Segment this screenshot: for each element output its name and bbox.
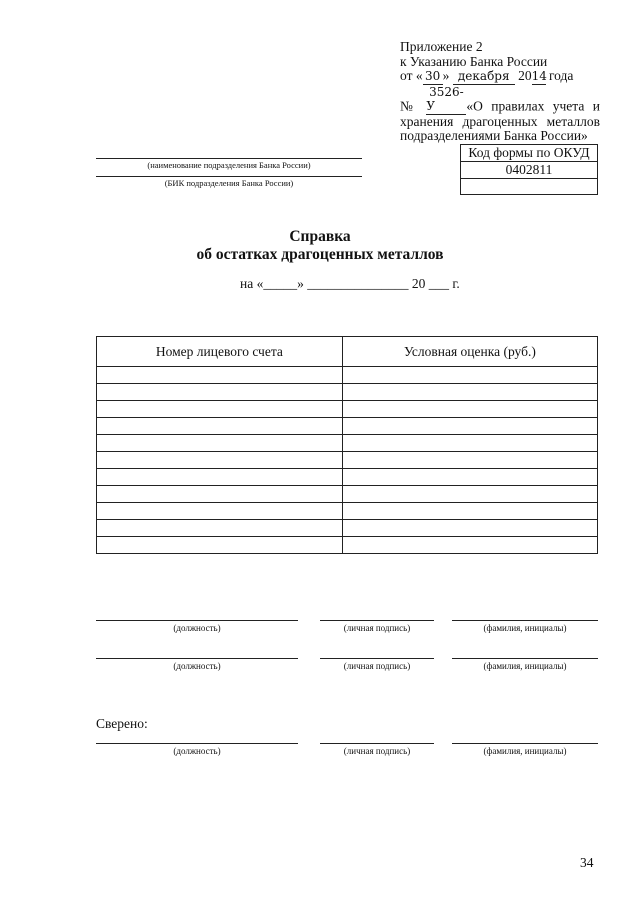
- valuation-cell: [342, 367, 597, 384]
- signature-row1-sign-line: [320, 620, 434, 621]
- signature-row2-name-caption: (фамилия, инициалы): [483, 661, 567, 671]
- signature-row3-name-line: [452, 743, 598, 744]
- document-subtitle: об остатках драгоценных металлов: [196, 246, 444, 263]
- account-number-cell: [97, 520, 343, 537]
- account-number-cell: [97, 452, 343, 469]
- date-line: на «_____» _______________ 20 ___ г.: [240, 276, 460, 291]
- account-number-cell: [97, 384, 343, 401]
- table-row: [97, 384, 598, 401]
- appendix-line2: к Указанию Банка России: [400, 53, 548, 69]
- table-row: [97, 469, 598, 486]
- appendix-number-line: № 3526-У «О правилах учета и: [400, 84, 601, 113]
- bik-line: [96, 176, 362, 177]
- appendix-line5: хранения драгоценных металлов: [400, 113, 600, 129]
- table-row: [97, 520, 598, 537]
- bik-caption: (БИК подразделения Банка России): [164, 178, 294, 188]
- signature-row3-position-caption: (должность): [173, 746, 221, 756]
- valuation-cell: [342, 520, 597, 537]
- signature-row1-sign-caption: (личная подпись): [343, 623, 411, 633]
- valuation-cell: [342, 486, 597, 503]
- table-row: [97, 418, 598, 435]
- signature-row1-position-line: [96, 620, 298, 621]
- okud-empty-cell: [461, 179, 597, 194]
- account-number-cell: [97, 537, 343, 554]
- signature-row2-sign-line: [320, 658, 434, 659]
- signature-row2-position-line: [96, 658, 298, 659]
- okud-box: [460, 144, 598, 195]
- appendix-date-line: от « 30 » декабря 2014 года: [400, 68, 574, 83]
- valuation-cell: [342, 401, 597, 418]
- appendix-line1: Приложение 2: [400, 39, 483, 54]
- page-number: 34: [580, 855, 594, 870]
- account-number-cell: [97, 418, 343, 435]
- valuation-cell: [342, 537, 597, 554]
- valuation-cell: [342, 418, 597, 435]
- okud-code: 0402811: [461, 162, 597, 179]
- table-row: [97, 503, 598, 520]
- balances-table: [96, 336, 598, 554]
- account-number-cell: [97, 486, 343, 503]
- signature-row1-name-line: [452, 620, 598, 621]
- signature-row2-name-line: [452, 658, 598, 659]
- table-row: [97, 452, 598, 469]
- table-row: [97, 435, 598, 452]
- signature-row2-position-caption: (должность): [173, 661, 221, 671]
- signature-row3-sign-caption: (личная подпись): [343, 746, 411, 756]
- division-name-line: [96, 158, 362, 159]
- column-account-number: Номер лицевого счета: [97, 337, 343, 367]
- appendix-day: 30: [423, 69, 443, 85]
- appendix-header: [400, 40, 600, 144]
- account-number-cell: [97, 435, 343, 452]
- table-row: [97, 486, 598, 503]
- account-number-cell: [97, 367, 343, 384]
- account-number-cell: [97, 503, 343, 520]
- table-row: [97, 537, 598, 554]
- appendix-month: декабря: [453, 69, 515, 85]
- valuation-cell: [342, 452, 597, 469]
- verified-label: Сверено:: [96, 716, 148, 731]
- table-row: [97, 367, 598, 384]
- signature-row3-name-caption: (фамилия, инициалы): [483, 746, 567, 756]
- appendix-year: 14: [531, 69, 547, 83]
- division-name-caption: (наименование подразделения Банка России): [147, 160, 311, 170]
- appendix-line6: подразделениями Банка России»: [400, 128, 588, 143]
- column-valuation: Условная оценка (руб.): [342, 337, 597, 367]
- valuation-cell: [342, 503, 597, 520]
- document-title: Справка: [289, 228, 351, 245]
- appendix-number: 3526-У: [426, 85, 466, 115]
- account-number-cell: [97, 401, 343, 418]
- table-row: [97, 401, 598, 418]
- account-number-cell: [97, 469, 343, 486]
- okud-label: Код формы по ОКУД: [461, 145, 597, 162]
- valuation-cell: [342, 384, 597, 401]
- valuation-cell: [342, 469, 597, 486]
- signature-row1-position-caption: (должность): [173, 623, 221, 633]
- signature-row3-sign-line: [320, 743, 434, 744]
- signature-row2-sign-caption: (личная подпись): [343, 661, 411, 671]
- signature-row1-name-caption: (фамилия, инициалы): [483, 623, 567, 633]
- signature-row3-position-line: [96, 743, 298, 744]
- valuation-cell: [342, 435, 597, 452]
